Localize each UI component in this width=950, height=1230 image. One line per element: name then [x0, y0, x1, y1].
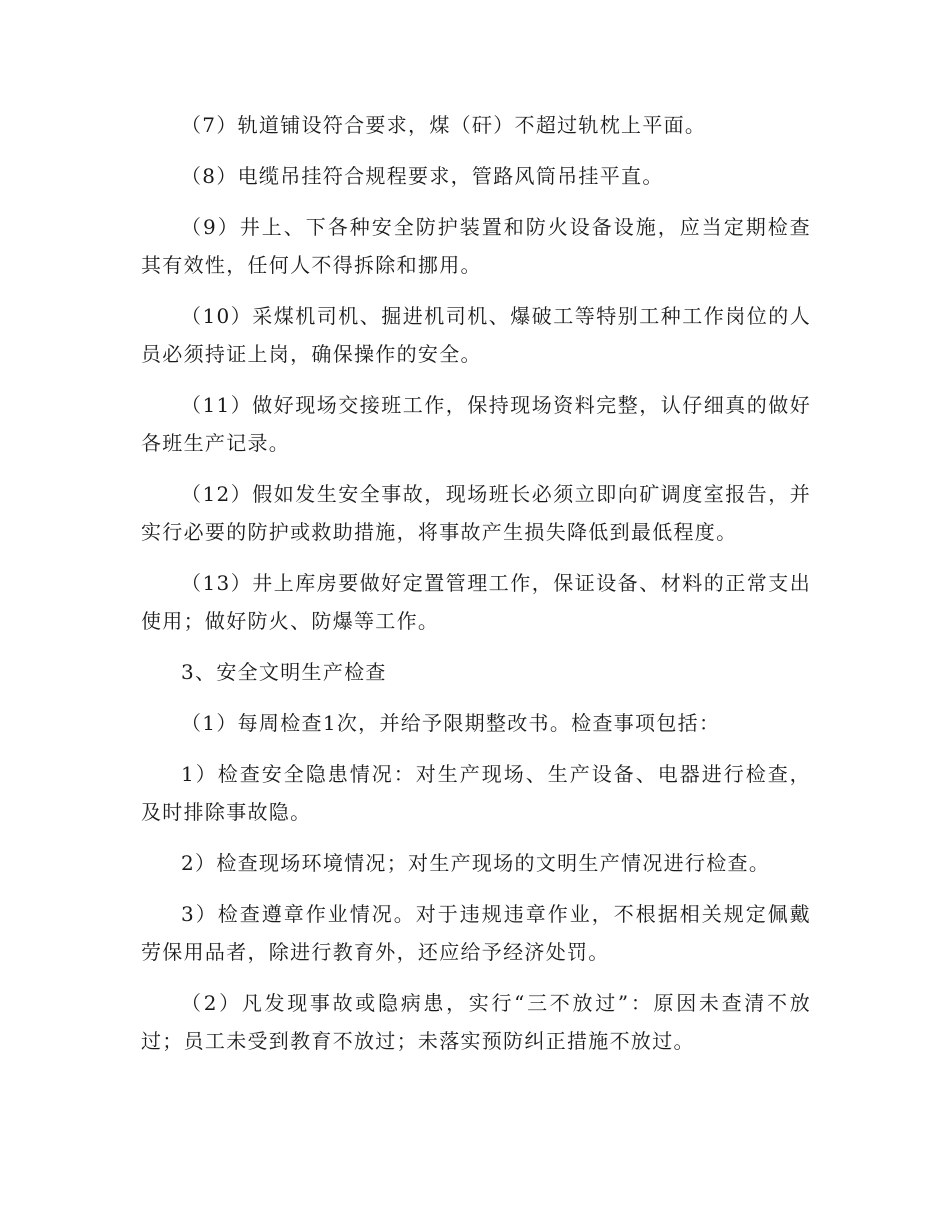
paragraph-check-2: （2）凡发现事故或隐病患，实行“三不放过”：原因未查清不放过；员工未受到教育不放过；未落实预防纠正措施不放过。 [141, 991, 811, 1053]
paragraph-subitem-2: 2）检查现场环境情况；对生产现场的文明生产情况进行检查。 [181, 851, 771, 875]
section-heading: 3、安全文明生产检查 [181, 660, 387, 684]
paragraph-item-12: （12）假如发生安全事故，现场班长必须立即向矿调度室报告，并实行必要的防护或救助措施，将事故产生损失降低到最低程度。 [141, 482, 811, 544]
paragraph-subitem-3: 3）检查遵章作业情况。对于违规违章作业，不根据相关规定佩戴劳保用品者，除进行教育外，还应给予经济处罚。 [141, 902, 811, 964]
paragraph-item-10: （10）采煤机司机、掘进机司机、爆破工等特别工种工作岗位的人员必须持证上岗，确保操作的安全。 [141, 304, 811, 366]
paragraph-item-7: （7）轨道铺设符合要求，煤（矸）不超过轨枕上平面。 [181, 113, 707, 137]
paragraph-item-8: （8）电缆吊挂符合规程要求，管路风筒吊挂平直。 [181, 164, 664, 188]
paragraph-item-11: （11）做好现场交接班工作，保持现场资料完整，认仔细真的做好各班生产记录。 [141, 393, 811, 455]
paragraph-check-1: （1）每周检查1次，并给予限期整改书。检查事项包括： [181, 711, 721, 735]
paragraph-item-9: （9）井上、下各种安全防护装置和防火设备设施，应当定期检查其有效性，任何人不得拆除和挪用。 [141, 215, 811, 277]
paragraph-subitem-1: 1）检查安全隐患情况：对生产现场、生产设备、电器进行检查，及时排除事故隐。 [141, 762, 811, 824]
document-body [141, 106, 811, 1073]
paragraph-item-13: （13）井上库房要做好定置管理工作，保证设备、材料的正常支出使用；做好防火、防爆等工作。 [141, 571, 811, 633]
